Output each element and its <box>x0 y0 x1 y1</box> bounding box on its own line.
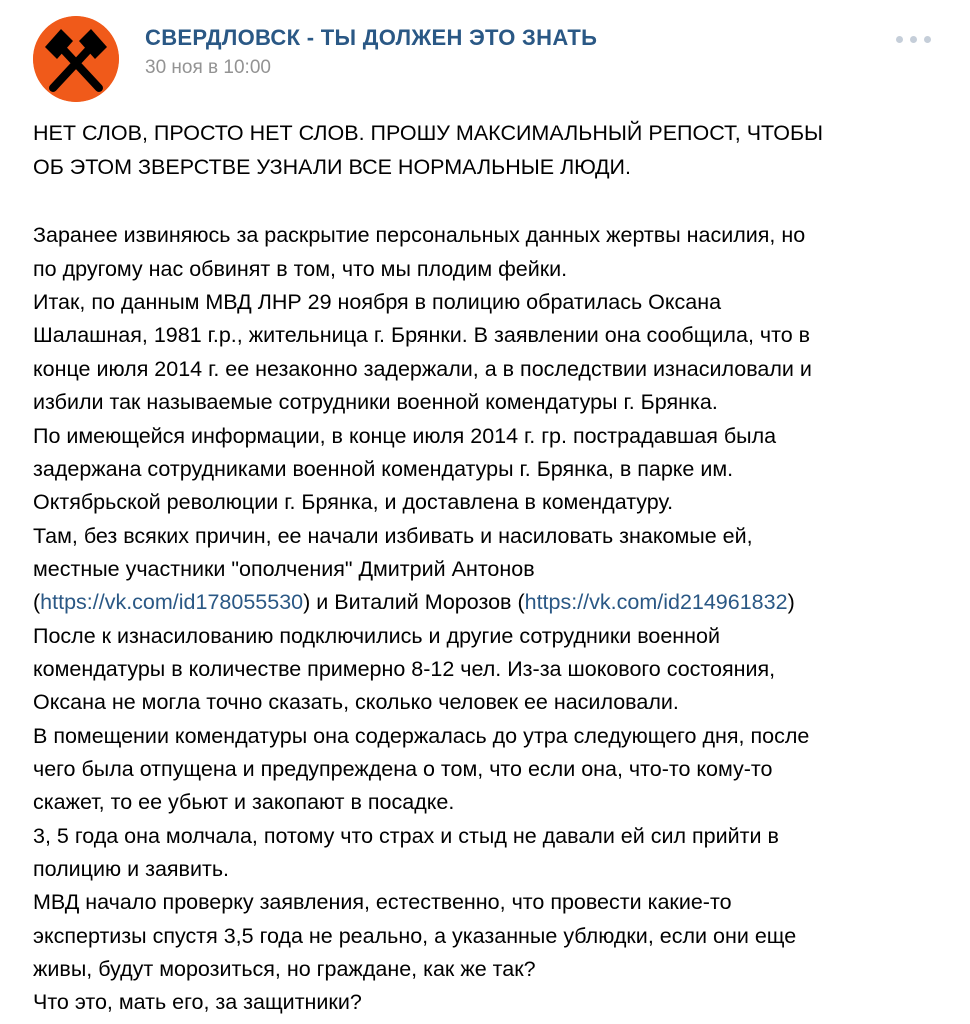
post-date-link[interactable]: 30 ноя в 10:00 <box>145 57 271 78</box>
text-line: Октябрьской революции г. Брянка, и доставлена в комендатуру. <box>33 490 674 514</box>
text-line: полицию и заявить. <box>33 857 229 881</box>
paren-open: ( <box>33 590 41 614</box>
text-line: живы, будут морозиться, но граждане, как же так? <box>33 957 536 981</box>
text-line: чего была отпущена и предупреждена о том, что если она, что-то кому-то <box>33 757 773 781</box>
text-line: В помещении комендатуры она содержалась до утра следующего дня, после <box>33 724 810 748</box>
text-line: ОБ ЭТОМ ЗВЕРСТВЕ УЗНАЛИ ВСЕ НОРМАЛЬНЫЕ ЛЮДИ. <box>33 155 631 179</box>
text-line: 3, 5 года она молчала, потому что страх и стыд не давали ей сил прийти в <box>33 824 779 848</box>
text-line: По имеющейся информации, в конце июля 2014 г. гр. пострадавшая была <box>33 424 777 448</box>
text-line: Шалашная, 1981 г.р., жительница г. Брянки. В заявлении она сообщила, что в <box>33 323 811 347</box>
text-line: экспертизы спустя 3,5 года не реально, а указанные ублюдки, если они еще <box>33 924 797 948</box>
more-dot <box>910 36 917 43</box>
paren-close: ) <box>787 590 795 614</box>
text-line: задержана сотрудниками военной комендатуры г. Брянка, в парке им. <box>33 457 734 481</box>
text-line: Оксана не могла точно сказать, сколько человек ее насиловали. <box>33 690 679 714</box>
text-line: конце июля 2014 г. ее незаконно задержали, а в последствии изнасиловали и <box>33 357 812 381</box>
profile-link-morozov[interactable]: https://vk.com/id214961832 <box>524 590 788 614</box>
group-avatar[interactable] <box>33 16 119 102</box>
link-line-middle: ) и Виталий Морозов ( <box>303 590 525 614</box>
post-header <box>0 0 970 110</box>
text-line: местные участники "ополчения" Дмитрий Антонов <box>33 557 535 581</box>
crossed-hammers-icon <box>33 16 119 102</box>
more-dot <box>924 36 931 43</box>
text-line: по другому нас обвинят в том, что мы плодим фейки. <box>33 257 568 281</box>
text-line-with-links <box>33 585 795 619</box>
text-line: После к изнасилованию подключились и другие сотрудники военной <box>33 624 721 648</box>
more-dots-icon[interactable] <box>894 30 934 50</box>
text-line: Итак, по данным МВД ЛНР 29 ноября в полицию обратилась Оксана <box>33 290 722 314</box>
text-line: скажет, то ее убьют и закопают в посадке. <box>33 790 455 814</box>
more-dot <box>896 36 903 43</box>
text-line: Заранее извиняюсь за раскрытие персональных данных жертвы насилия, но <box>33 223 806 247</box>
text-line: комендатуры в количестве примерно 8-12 чел. Из-за шокового состояния, <box>33 657 776 681</box>
text-line: Что это, мать его, за защитники? <box>33 990 362 1014</box>
text-line: избили так называемые сотрудники военной комендатуры г. Брянка. <box>33 390 718 414</box>
profile-link-antonov[interactable]: https://vk.com/id178055530 <box>40 590 304 614</box>
text-line: НЕТ СЛОВ, ПРОСТО НЕТ СЛОВ. ПРОШУ МАКСИМАЛЬНЫЙ РЕПОСТ, ЧТОБЫ <box>33 121 824 145</box>
text-line: Там, без всяких причин, ее начали избивать и насиловать знакомые ей, <box>33 524 753 548</box>
text-line: МВД начало проверку заявления, естественно, что провести какие-то <box>33 890 732 914</box>
group-name-link[interactable]: СВЕРДЛОВСК - ТЫ ДОЛЖЕН ЭТО ЗНАТЬ <box>145 25 598 50</box>
